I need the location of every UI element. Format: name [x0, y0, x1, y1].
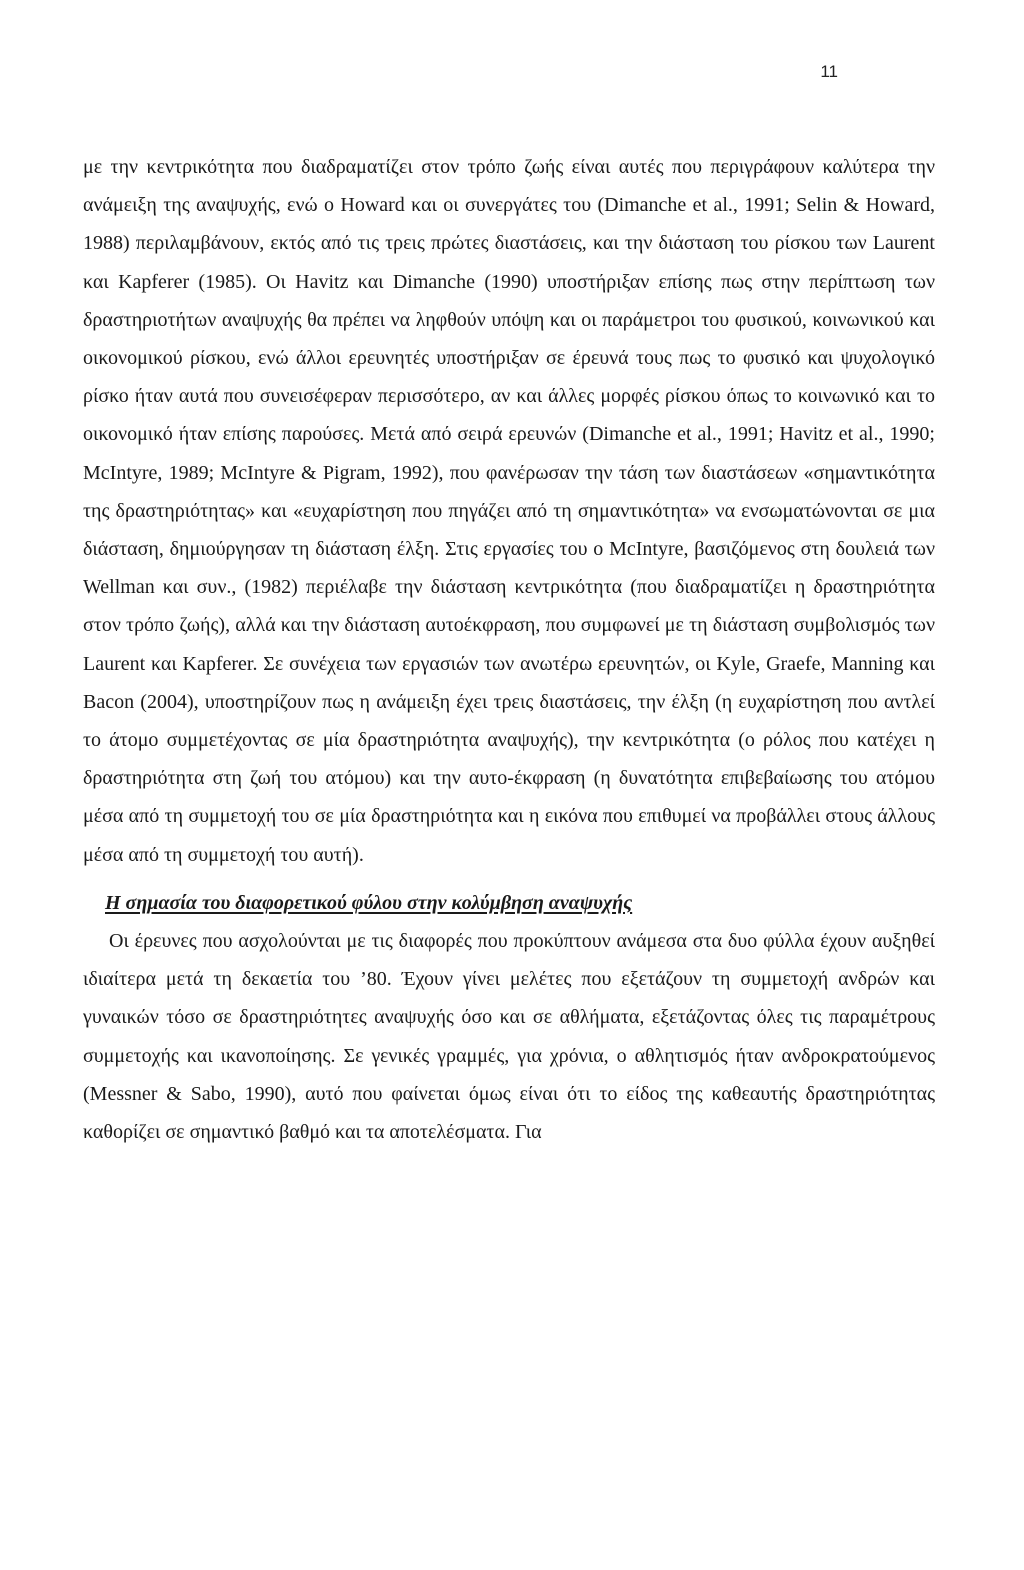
- section-heading: Η σημασία του διαφορετικού φύλου στην κολύμβηση αναψυχής: [105, 891, 633, 914]
- page-number: 11: [820, 62, 838, 81]
- page-body: [83, 148, 935, 1151]
- body-paragraph: με την κεντρικότητα που διαδραματίζει στον τρόπο ζωής είναι αυτές που περιγράφουν καλύτερα την ανάμειξη της αναψυχής, ενώ ο Howard και οι συνεργάτες του (Dimanche et al., 1991; Selin & Howard, 1988) περιλαμβάνουν, εκτός από τις τρεις πρώτες διαστάσεις, και την διάσταση του ρίσκου των Laurent και Kapferer (1985). Οι Havitz και Dimanche (1990) υποστήριξαν επίσης πως στην περίπτωση των δραστηριοτήτων αναψυχής θα πρέπει να ληφθούν υπόψη και οι παράμετροι του φυσικού, κοινωνικού και οικονομικού ρίσκου, ενώ άλλοι ερευνητές υποστήριξαν σε έρευνά τους πως το φυσικό και ψυχολογικό ρίσκο ήταν αυτά που συνεισέφεραν περισσότερο, αν και άλλες μορφές ρίσκου όπως το κοινωνικό και το οικονομικό ήταν επίσης παρούσες. Μετά από σειρά ερευνών (Dimanche et al., 1991; Havitz et al., 1990; McIntyre, 1989; McIntyre & Pigram, 1992), που φανέρωσαν την τάση των διαστάσεων «σημαντικότητα της δραστηριότητας» και «ευχαρίστηση που πηγάζει από τη σημαντικότητα» να ενσωματώνονται σε μια διάσταση, δημιούργησαν τη διάσταση έλξη. Στις εργασίες του ο McIntyre, βασιζόμενος στη δουλειά των Wellman και συν., (1982) περιέλαβε την διάσταση κεντρικότητα (που διαδραματίζει η δραστηριότητα στον τρόπο ζωής), αλλά και την διάσταση αυτοέκφραση, που συμφωνεί με τη διάσταση συμβολισμός των Laurent και Kapferer. Σε συνέχεια των εργασιών των ανωτέρω ερευνητών, οι Kyle, Graefe, Manning και Bacon (2004), υποστηρίζουν πως η ανάμειξη έχει τρεις διαστάσεις, την έλξη (η ευχαρίστηση που αντλεί το άτομο συμμετέχοντας σε μία δραστηριότητα αναψυχής), την κεντρικότητα (ο ρόλος που κατέχει η δραστηριότητα στη ζωή του ατόμου) και την αυτο-έκφραση (η δυνατότητα επιβεβαίωσης του ατόμου μέσα από τη συμμετοχή του σε μία δραστηριότητα και η εικόνα που επιθυμεί να προβάλλει στους άλλους μέσα από τη συμμετοχή του αυτή).: [83, 156, 935, 866]
- body-paragraph: Οι έρευνες που ασχολούνται με τις διαφορές που προκύπτουν ανάμεσα στα δυο φύλλα έχουν αυξηθεί ιδιαίτερα μετά τη δεκαετία του ’80. Έχουν γίνει μελέτες που εξετάζουν τη συμμετοχή ανδρών και γυναικών τόσο σε δραστηριότητες αναψυχής όσο και σε αθλήματα, εξετάζοντας όλες τις παραμέτρους συμμετοχής και ικανοποίησης. Σε γενικές γραμμές, για χρόνια, ο αθλητισμός ήταν ανδροκρατούμενος (Messner & Sabo, 1990), αυτό που φαίνεται όμως είναι ότι το είδος της καθεαυτής δραστηριότητας καθορίζει σε σημαντικό βαθμό και τα αποτελέσματα. Για: [83, 930, 935, 1144]
